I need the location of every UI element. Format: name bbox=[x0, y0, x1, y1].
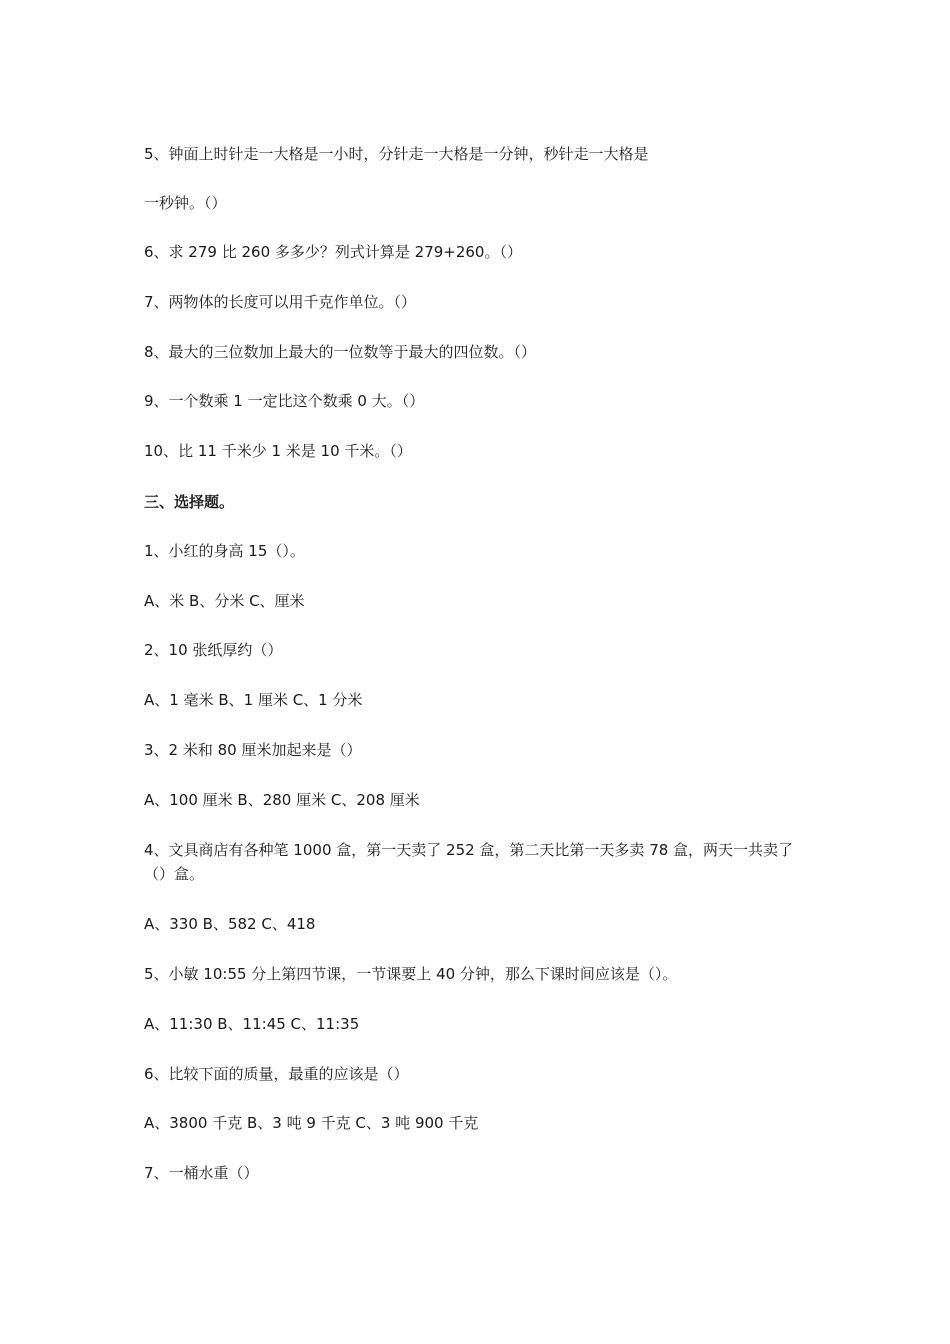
judgment-question-9: 9、一个数乘 1 一定比这个数乘 0 大。（） bbox=[144, 392, 425, 410]
choice-question-6-options: A、3800 千克 B、3 吨 9 千克 C、3 吨 900 千克 bbox=[144, 1114, 479, 1132]
choice-question-6: 6、比较下面的质量，最重的应该是（） bbox=[144, 1065, 409, 1083]
judgment-question-7: 7、两物体的长度可以用千克作单位。（） bbox=[144, 293, 417, 311]
choice-question-5-options: A、11:30 B、11:45 C、11:35 bbox=[144, 1015, 360, 1033]
choice-question-4: 4、文具商店有各种笔 1000 盒，第一天卖了 252 盒，第二天比第一天多卖 78 盒，两天一共卖了（）盒。 bbox=[144, 841, 794, 883]
choice-question-4-options: A、330 B、582 C、418 bbox=[144, 915, 316, 933]
judgment-question-5-continued: 一秒钟。（） bbox=[144, 194, 227, 212]
choice-question-3: 3、2 米和 80 厘米加起来是（） bbox=[144, 741, 362, 759]
choice-question-5: 5、小敏 10:55 分上第四节课，一节课要上 40 分钟，那么下课时间应该是（）。 bbox=[144, 965, 678, 983]
choice-question-2: 2、10 张纸厚约（） bbox=[144, 641, 283, 659]
judgment-question-6: 6、求 279 比 260 多多少？列式计算是 279+260。（） bbox=[144, 243, 522, 261]
judgment-question-5: 5、钟面上时针走一大格是一小时，分针走一大格是一分钟，秒针走一大格是 bbox=[144, 145, 649, 163]
choice-question-7: 7、一桶水重（） bbox=[144, 1164, 259, 1182]
choice-question-1: 1、小红的身高 15（）。 bbox=[144, 542, 305, 560]
judgment-question-8: 8、最大的三位数加上最大的一位数等于最大的四位数。（） bbox=[144, 343, 537, 361]
judgment-question-10: 10、比 11 千米少 1 米是 10 千米。（） bbox=[144, 442, 412, 460]
choice-question-2-options: A、1 毫米 B、1 厘米 C、1 分米 bbox=[144, 691, 363, 709]
choice-question-3-options: A、100 厘米 B、280 厘米 C、208 厘米 bbox=[144, 791, 420, 809]
choice-question-1-options: A、米 B、分米 C、厘米 bbox=[144, 592, 305, 610]
section-heading-choice: 三、选择题。 bbox=[144, 493, 235, 511]
